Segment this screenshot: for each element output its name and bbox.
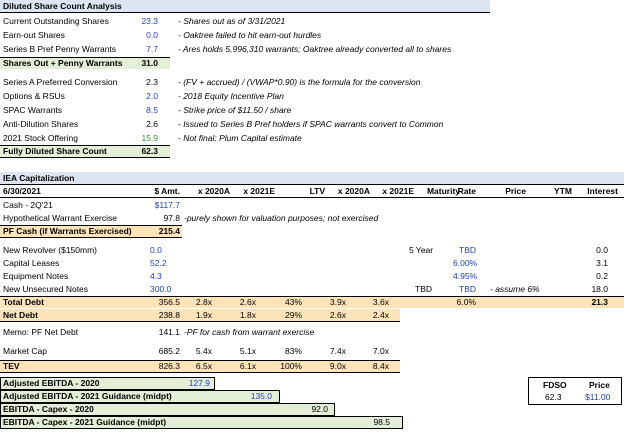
fdso-header: FDSO — [543, 380, 567, 390]
memo-amt: 141.1 — [158, 327, 180, 337]
fdso-box — [528, 377, 622, 405]
total-debt-x2020: 2.8x — [195, 297, 212, 307]
subtotal-label: Shares Out + Penny Warrants — [3, 58, 123, 68]
debt-interest: 0.0 — [596, 245, 608, 255]
total-debt-amt: 356.5 — [158, 297, 180, 307]
hyp-label: Hypothetical Warrant Exercise — [3, 213, 118, 223]
total-value: 62.3 — [141, 146, 158, 156]
row-note: - Ares holds 5,996,310 warrants; Oaktree already converted all to shares — [178, 44, 452, 54]
mcap-x2020: 5.4x — [195, 346, 212, 356]
debt-interest: 3.1 — [596, 258, 608, 268]
col-header: Maturity — [426, 186, 460, 196]
row-note: - (FV + accrued) / (VWAP*0.90) is the formula for the conversion — [178, 77, 421, 87]
col-header: Interest — [587, 186, 618, 196]
row-label: SPAC Warrants — [3, 105, 63, 115]
row-note: - Shares out as of 3/31/2021 — [178, 16, 286, 26]
col-header: YTM — [554, 186, 572, 196]
hyp-note: -purely shown for valuation purposes; not exercised — [184, 213, 379, 223]
debt-label: Capital Leases — [3, 258, 60, 268]
row-note: - Not final; Plum Capital estimate — [178, 133, 302, 143]
price-value: $11.00 — [585, 392, 611, 402]
net-debt-ltv: 29% — [284, 310, 302, 320]
debt-label: New Unsecured Notes — [3, 284, 89, 294]
row-value: 2.0 — [146, 91, 158, 101]
col-header: $ Amt. — [154, 186, 180, 196]
debt-interest: 0.2 — [596, 271, 608, 281]
debt-amt: 0.0 — [150, 245, 162, 255]
row-note: - Strike price of $11.50 / share — [178, 105, 292, 115]
row-value: 2.6 — [146, 119, 158, 129]
diluted-title: Diluted Share Count Analysis — [3, 1, 122, 11]
row-note: - Oaktree failed to hit earn-out hurdles — [178, 30, 322, 40]
total-debt-interest: 21.3 — [591, 297, 608, 307]
mcap-ltv: 83% — [284, 346, 302, 356]
mcap-label: Market Cap — [3, 346, 47, 356]
row-label: 2021 Stock Offering — [3, 133, 78, 143]
row-value: 0.0 — [146, 30, 158, 40]
col-header: LTV — [309, 186, 325, 196]
cap-date: 6/30/2021 — [3, 186, 41, 196]
pfcash-amt: 215.4 — [158, 226, 180, 236]
ebitda-label: EBITDA - Capex - 2021 Guidance (midpt) — [3, 417, 167, 427]
col-header: x 2021E — [382, 186, 414, 196]
row-label: Series B Pref Penny Warrants — [3, 44, 117, 54]
cash-label: Cash - 2Q'21 — [3, 200, 53, 210]
total-debt-x2020b: 3.9x — [329, 297, 346, 307]
debt-label: Equipment Notes — [3, 271, 69, 281]
fdso-value: 62.3 — [545, 392, 562, 402]
net-debt-x2020: 1.9x — [195, 310, 212, 320]
row-value: 23.3 — [141, 16, 158, 26]
debt-amt: 4.3 — [150, 271, 162, 281]
subtotal-value: 31.0 — [141, 58, 158, 68]
row-value: 2.3 — [146, 77, 158, 87]
ebitda-label: Adjusted EBITDA - 2021 Guidance (midpt) — [3, 391, 172, 401]
row-label: Series A Preferred Conversion — [3, 77, 118, 87]
ebitda-value: 135.0 — [250, 391, 272, 401]
ebitda-value: 92.0 — [311, 404, 328, 414]
tev-x2020: 6.5x — [195, 361, 212, 371]
row-label: Current Outstanding Shares — [3, 16, 109, 26]
debt-amt: 300.0 — [150, 284, 172, 294]
mcap-x2020b: 7.4x — [329, 346, 346, 356]
row-note: - Issued to Series B Pref holders if SPAC warrants convert to Common — [178, 119, 444, 129]
col-header: x 2020A — [197, 186, 230, 196]
debt-maturity: 5 Year — [409, 245, 434, 255]
debt-rate: TBD — [459, 284, 476, 294]
row-label: Anti-Dilution Shares — [3, 119, 79, 129]
total-debt-x2021: 2.6x — [239, 297, 256, 307]
ebitda-label: Adjusted EBITDA - 2020 — [3, 378, 100, 388]
debt-rate: 4.95% — [453, 271, 478, 281]
total-debt-x2021b: 3.6x — [372, 297, 389, 307]
total-debt-rate: 6.0% — [456, 297, 476, 307]
mcap-amt: 685.2 — [158, 346, 180, 356]
tev-x2021: 6.1x — [239, 361, 256, 371]
ebitda-label: EBITDA - Capex - 2020 — [3, 404, 94, 414]
cash-amt: $117.7 — [154, 200, 180, 210]
net-debt-x2020b: 2.6x — [329, 310, 346, 320]
mcap-x2021: 5.1x — [239, 346, 256, 356]
row-label: Options & RSUs — [3, 91, 65, 101]
net-debt-x2021: 1.8x — [239, 310, 256, 320]
debt-interest: 18.0 — [591, 284, 608, 294]
tev-x2021b: 8.4x — [372, 361, 389, 371]
col-header: Rate — [457, 186, 476, 196]
tev-x2020b: 9.0x — [329, 361, 346, 371]
tev-ltv: 100% — [280, 361, 302, 371]
row-value: 8.5 — [146, 105, 158, 115]
debt-label: New Revolver ($150mm) — [3, 245, 97, 255]
total-label: Fully Diluted Share Count — [3, 146, 107, 156]
debt-price: - assume 6% — [490, 284, 540, 294]
row-note: - 2018 Equity Incentive Plan — [178, 91, 284, 101]
ebitda-value: 127.9 — [188, 378, 210, 388]
cap-title: IEA Capitalization — [3, 173, 75, 183]
hyp-amt: 97.8 — [163, 213, 180, 223]
net-debt-label: Net Debt — [3, 310, 38, 320]
memo-note: -PF for cash from warrant exercise — [184, 327, 315, 337]
debt-rate: TBD — [459, 245, 476, 255]
mcap-x2021b: 7.0x — [372, 346, 389, 356]
total-debt-label: Total Debt — [3, 297, 44, 307]
price-header: Price — [589, 380, 610, 390]
pfcash-label: PF Cash (if Warrants Exercised) — [3, 226, 132, 236]
row-value: 15.9 — [141, 133, 158, 143]
col-header: x 2020A — [337, 186, 370, 196]
col-header: Price — [505, 186, 526, 196]
col-header: x 2021E — [243, 186, 275, 196]
row-label: Earn-out Shares — [3, 30, 65, 40]
debt-maturity: TBD — [415, 284, 432, 294]
net-debt-x2021b: 2.4x — [372, 310, 389, 320]
memo-label: Memo: PF Net Debt — [3, 327, 79, 337]
tev-label: TEV — [3, 361, 20, 371]
total-debt-ltv: 43% — [284, 297, 302, 307]
debt-rate: 6.00% — [453, 258, 478, 268]
ebitda-value: 98.5 — [373, 417, 390, 427]
net-debt-amt: 238.8 — [158, 310, 180, 320]
row-value: 7.7 — [146, 44, 158, 54]
debt-amt: 52.2 — [150, 258, 167, 268]
tev-amt: 826.3 — [158, 361, 180, 371]
